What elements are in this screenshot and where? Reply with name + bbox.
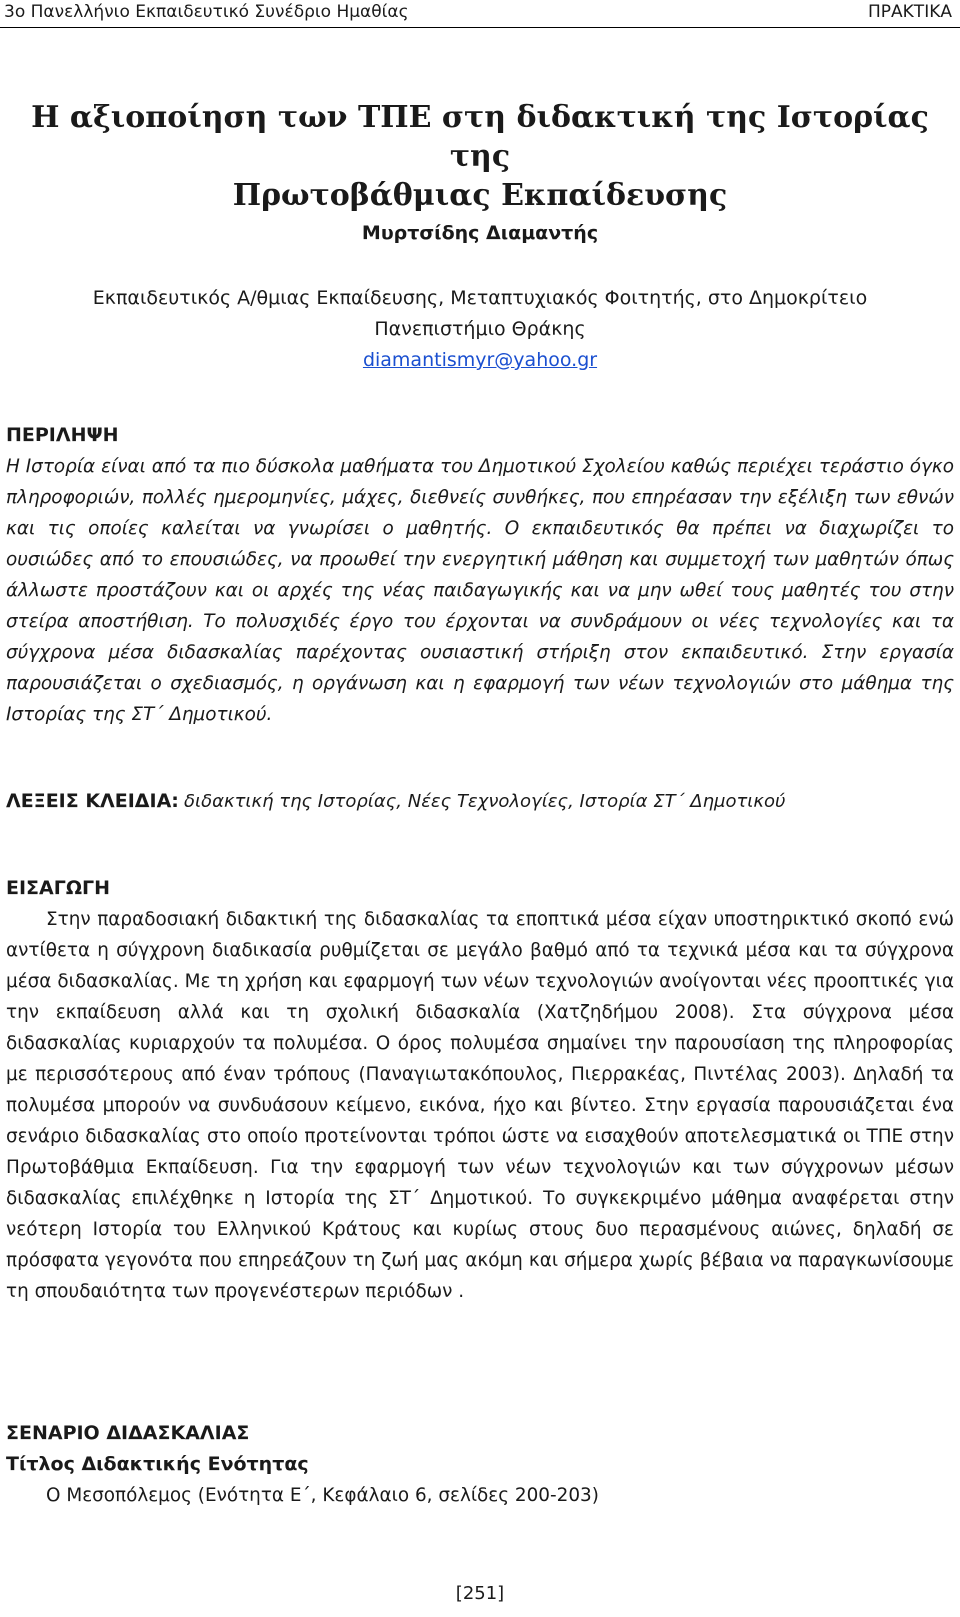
keywords-label: ΛΕΞΕΙΣ ΚΛΕΙΔΙΑ: — [6, 790, 179, 812]
unit-description: Ο Μεσοπόλεμος (Ενότητα Ε΄, Κεφάλαιο 6, σελίδες 200-203) — [46, 1485, 599, 1506]
abstract-section — [6, 420, 954, 730]
page-header — [0, 0, 960, 28]
proceedings-label: ΠΡΑΚΤΙΚΑ — [868, 2, 952, 22]
scenario-heading: ΣΕΝΑΡΙΟ ΔΙΔΑΣΚΑΛΙΑΣ — [6, 1422, 250, 1444]
keywords-text: διδακτική της Ιστορίας, Νέες Τεχνολογίες, Ιστορία ΣΤ΄ Δημοτικού — [183, 791, 786, 812]
affiliation-line-2: Πανεπιστήμιο Θράκης — [374, 318, 586, 340]
scenario-section — [6, 1418, 954, 1511]
author-name: Μυρτσίδης Διαμαντής — [361, 222, 599, 244]
author-affiliation — [0, 283, 960, 376]
paper-title-line-2: Πρωτοβάθμιας Εκπαίδευσης — [232, 178, 728, 213]
conference-name: 3ο Πανελλήνιο Εκπαιδευτικό Συνέδριο Ημαθίας — [4, 2, 409, 22]
email-link[interactable]: diamantismyr@yahoo.gr — [362, 349, 598, 371]
affiliation-line-1: Εκπαιδευτικός Α/θμιας Εκπαίδευσης, Μεταπτυχιακός Φοιτητής, στο Δημοκρίτειο — [92, 287, 868, 309]
abstract-heading: ΠΕΡΙΛΗΨΗ — [6, 424, 119, 446]
page-number: [251] — [455, 1583, 505, 1604]
paper-title — [0, 98, 960, 215]
paper-title-line-1: Η αξιοποίηση των ΤΠΕ στη διδακτική της Ιστορίας της — [31, 100, 929, 174]
introduction-heading: ΕΙΣΑΓΩΓΗ — [6, 877, 110, 899]
abstract-text: Η Ιστορία είναι από τα πιο δύσκολα μαθήματα του Δημοτικού Σχολείου καθώς περιέχει τεράστιο όγκο πληροφοριών, πολλές ημερομηνίες, μάχες, διεθνείς συνθήκες, που επηρέασαν την εξέλιξη των εθνών και τις οποίες καλείται να γνωρίσει ο μαθητής. Ο εκπαιδευτικός θα πρέπει να διαχωρίζει το ουσιώδες από το επουσιώδες, να προωθεί την ενεργητική μάθηση και συμμετοχή των μαθητών όπως άλλωστε προστάζουν και οι αρχές της νέας παιδαγωγικής και να μην ωθεί τους μαθητές του στην στείρα αποστήθιση. Το πολυσχιδές έργο του έρχονται να συνδράμουν οι νέες τεχνολογίες και τα σύγχρονα μέσα διδασκαλίας παρέχοντας ουσιαστική στήριξη στον εκπαιδευτικό. Στην εργασία παρουσιάζεται ο σχεδιασμός, η οργάνωση και η εφαρμογή των νέων τεχνολογιών στο μάθημα της Ιστορίας της ΣΤ΄ Δημοτικού. — [6, 456, 954, 725]
introduction-section — [6, 873, 954, 1307]
introduction-text: Στην παραδοσιακή διδακτική της διδασκαλίας τα εποπτικά μέσα είχαν υποστηρικτικό σκοπό ενώ αντίθετα η σύγχρονη διαδικασία ρυθμίζεται σε μεγάλο βαθμό από τα τεχνικά μέσα και τα σύγχρονα μέσα διδασκαλίας. Με τη χρήση και εφαρμογή των νέων τεχνολογιών ανοίγονται νέες προοπτικές για την εκπαίδευση αλλά και τη σχολική διδασκαλία (Χατζηδήμου 2008). Στα σύγχρονα μέσα διδασκαλίας κυριαρχούν τα πολυμέσα. Ο όρος πολυμέσα σημαίνει την παρουσίαση της πληροφορίας με περισσότερους από έναν τρόπους (Παναγιωτακόπουλος, Πιερρακέας, Πιντέλας 2003). Δηλαδή τα πολυμέσα μπορούν να συνδυάσουν κείμενο, εικόνα, ήχο και βίντεο. Στην εργασία παρουσιάζεται ένα σενάριο διδασκαλίας στο οποίο προτείνονται τρόποι ώστε να εισαχθούν αποτελεσματικά οι ΤΠΕ στην Πρωτοβάθμια Εκπαίδευση. Για την εφαρμογή των νέων τεχνολογιών και των σύγχρονων μέσων διδασκαλίας επιλέχθηκε η Ιστορία της ΣΤ΄ Δημοτικού. Το συγκεκριμένο μάθημα αναφέρεται στην νεότερη Ιστορία του Ελληνικού Κράτους και κυρίως στους δυο περασμένους αιώνες, δηλαδή σε πρόσφατα γεγονότα που επηρεάζουν τη ζωή μας ακόμη και σήμερα χωρίς βέβαια να παραγκωνίσουμε τη σπουδαιότητα των προγενέστερων περιόδων . — [6, 909, 954, 1302]
keywords-section — [6, 790, 954, 812]
unit-title-heading: Τίτλος Διδακτικής Ενότητας — [6, 1453, 309, 1475]
